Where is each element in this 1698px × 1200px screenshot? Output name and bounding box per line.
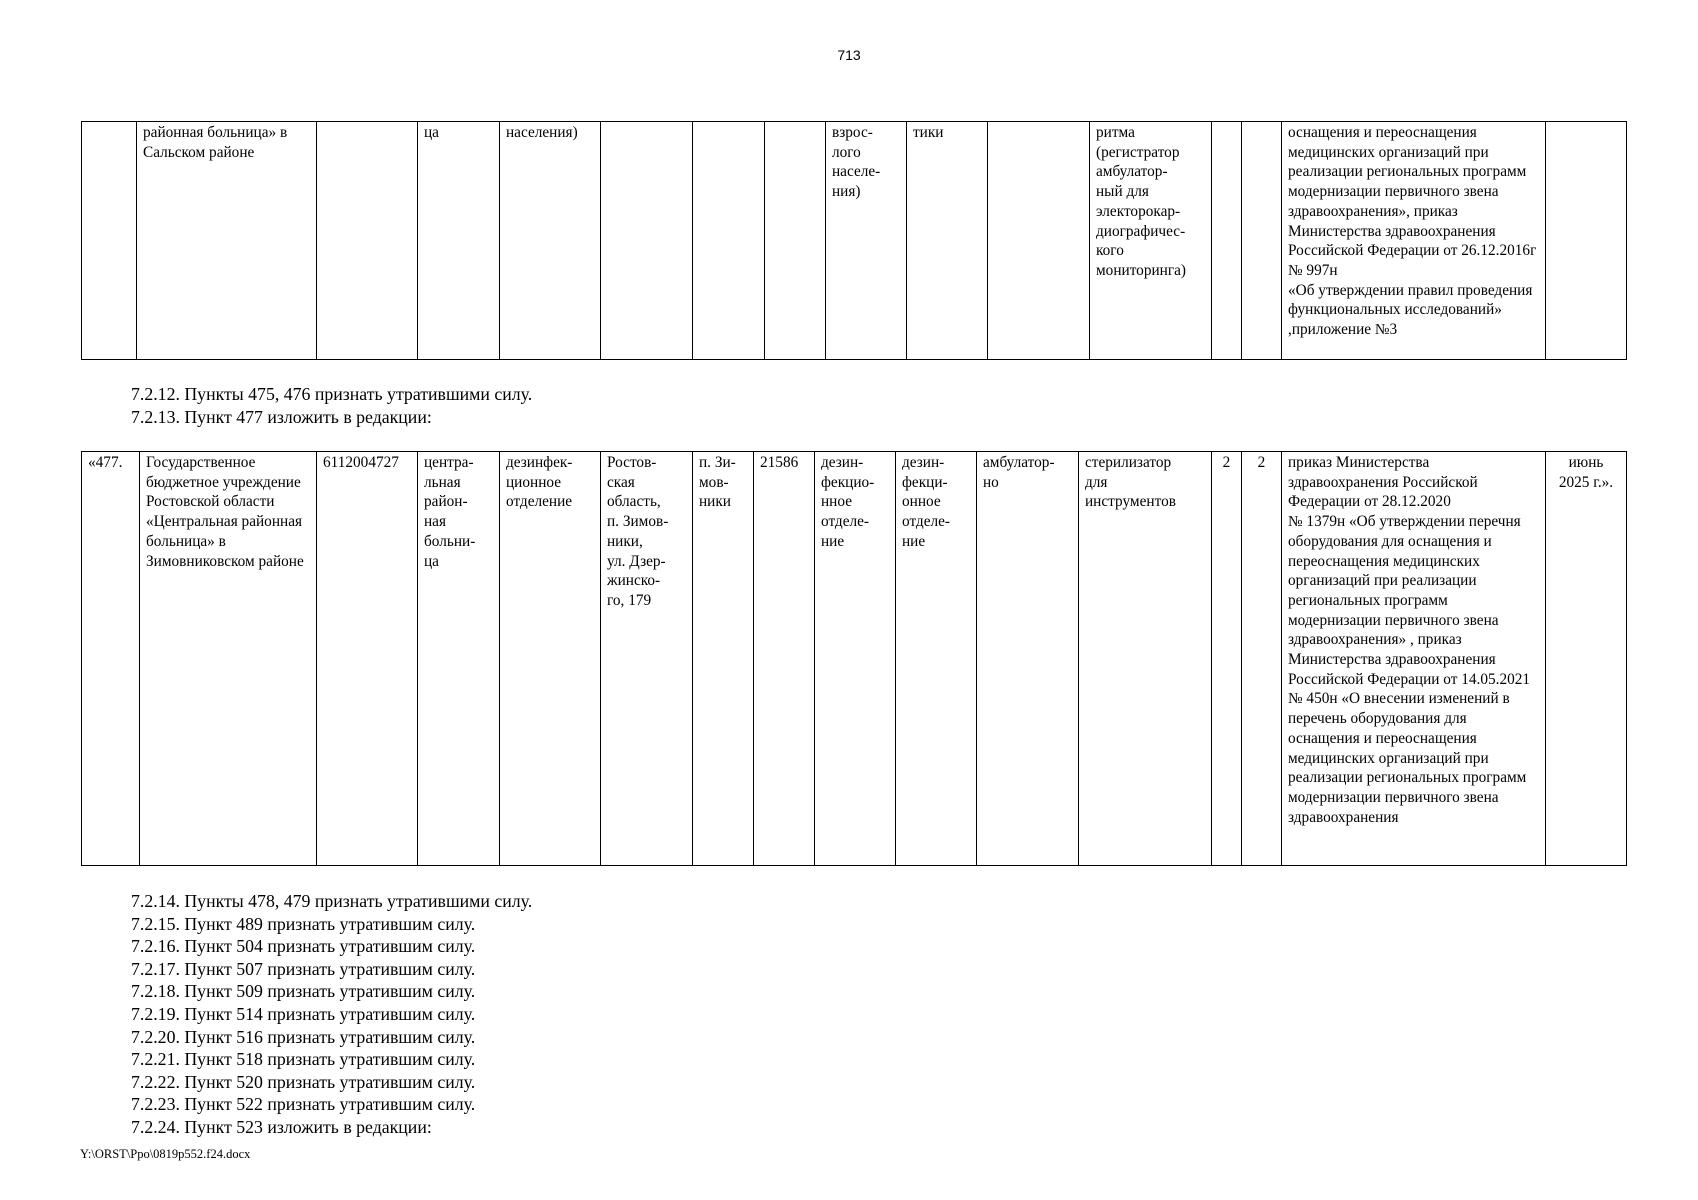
paragraph: 7.2.23. Пункт 522 признать утратившим силу.: [131, 1094, 476, 1115]
table-cell: амбулатор- но: [977, 452, 1079, 866]
table-cell: [317, 122, 418, 360]
table-fragment-continued: [81, 121, 1627, 360]
table-cell: ца: [418, 122, 500, 360]
table-cell: п. Зи- мов- ники: [693, 452, 754, 866]
table-cell: «477.: [82, 452, 140, 866]
table-cell: стерилизатор для инструментов: [1079, 452, 1212, 866]
table-cell: 6112004727: [317, 452, 418, 866]
table-cell: оснащения и переоснащения медицинских организаций при реализации региональных программ модернизации первичного звена здравоохранения», приказ Министерства здравоохранения Российской Федерации от 26.12.2016г № 997н «Об утверждении правил проведения функциональных исследований» ,приложение №3: [1282, 122, 1546, 360]
table-cell: 2: [1242, 452, 1282, 866]
table-item-477: [81, 451, 1627, 866]
paragraph: 7.2.21. Пункт 518 признать утратившим силу.: [131, 1049, 476, 1070]
paragraph: 7.2.16. Пункт 504 признать утратившим силу.: [131, 936, 476, 957]
table-cell: приказ Министерства здравоохранения Российской Федерации от 28.12.2020 № 1379н «Об утверждении перечня оборудования для оснащения и переоснащения медицинских организаций при реализации региональных программ модернизации первичного звена здравоохранения» , приказ Министерства здравоохранения Российской Федерации от 14.05.2021 № 450н «О внесении изменений в перечень оборудования для оснащения и переоснащения медицинских организаций при реализации региональных программ модернизации первичного звена здравоохранения: [1282, 452, 1546, 866]
table-cell: июнь 2025 г.».: [1546, 452, 1627, 866]
table-cell: ритма (регистратор амбулатор- ный для электорокар- диографичес- кого мониторинга): [1090, 122, 1212, 360]
amendment-paragraphs: [131, 383, 532, 428]
table-cell: дезин- фекцио- нное отделе- ние: [815, 452, 896, 866]
page-number: 713: [837, 47, 861, 63]
table-cell: Ростов- ская область, п. Зимов- ники, ул. Дзер- жинско- го, 179: [601, 452, 693, 866]
table-cell: взрос- лого населе- ния): [826, 122, 907, 360]
table-cell: Государственное бюджетное учреждение Ростовской области «Центральная районная больница» в Зимовниковском районе: [140, 452, 317, 866]
table-cell: центра- льная район- ная больни- ца: [418, 452, 500, 866]
paragraph: 7.2.18. Пункт 509 признать утратившим силу.: [131, 981, 476, 1002]
table-cell: 2: [1212, 452, 1242, 866]
table-cell: [1242, 122, 1282, 360]
table-row: [82, 122, 1627, 360]
table-cell: дезинфек- ционное отделение: [500, 452, 601, 866]
paragraph: 7.2.17. Пункт 507 признать утратившим силу.: [131, 958, 476, 979]
table-cell: дезин- фекци- онное отделе- ние: [896, 452, 977, 866]
table-cell: [82, 122, 137, 360]
paragraph: 7.2.20. Пункт 516 признать утратившим силу.: [131, 1026, 476, 1047]
paragraph: 7.2.13. Пункт 477 изложить в редакции:: [131, 406, 432, 427]
table-cell: [1546, 122, 1627, 360]
amendment-paragraphs: [131, 890, 532, 1139]
paragraph: 7.2.15. Пункт 489 признать утратившим силу.: [131, 913, 476, 934]
table-cell: [693, 122, 765, 360]
table-row: [82, 452, 1627, 866]
table-cell: [601, 122, 693, 360]
table-cell: [765, 122, 826, 360]
table-cell: районная больница» в Сальском районе: [137, 122, 317, 360]
table-cell: 21586: [754, 452, 815, 866]
table-cell: [988, 122, 1090, 360]
paragraph: 7.2.19. Пункт 514 признать утратившим силу.: [131, 1003, 476, 1024]
table-cell: тики: [907, 122, 988, 360]
paragraph: 7.2.12. Пункты 475, 476 признать утратившими силу.: [131, 384, 533, 404]
paragraph: 7.2.22. Пункт 520 признать утратившим силу.: [131, 1071, 476, 1092]
paragraph: 7.2.24. Пункт 523 изложить в редакции:: [131, 1116, 432, 1137]
table-cell: [1212, 122, 1242, 360]
footer-file-path: Y:\ORST\Ppo\0819p552.f24.docx: [80, 1147, 251, 1161]
paragraph: 7.2.14. Пункты 478, 479 признать утратившими силу.: [131, 891, 533, 911]
table-cell: населения): [500, 122, 601, 360]
